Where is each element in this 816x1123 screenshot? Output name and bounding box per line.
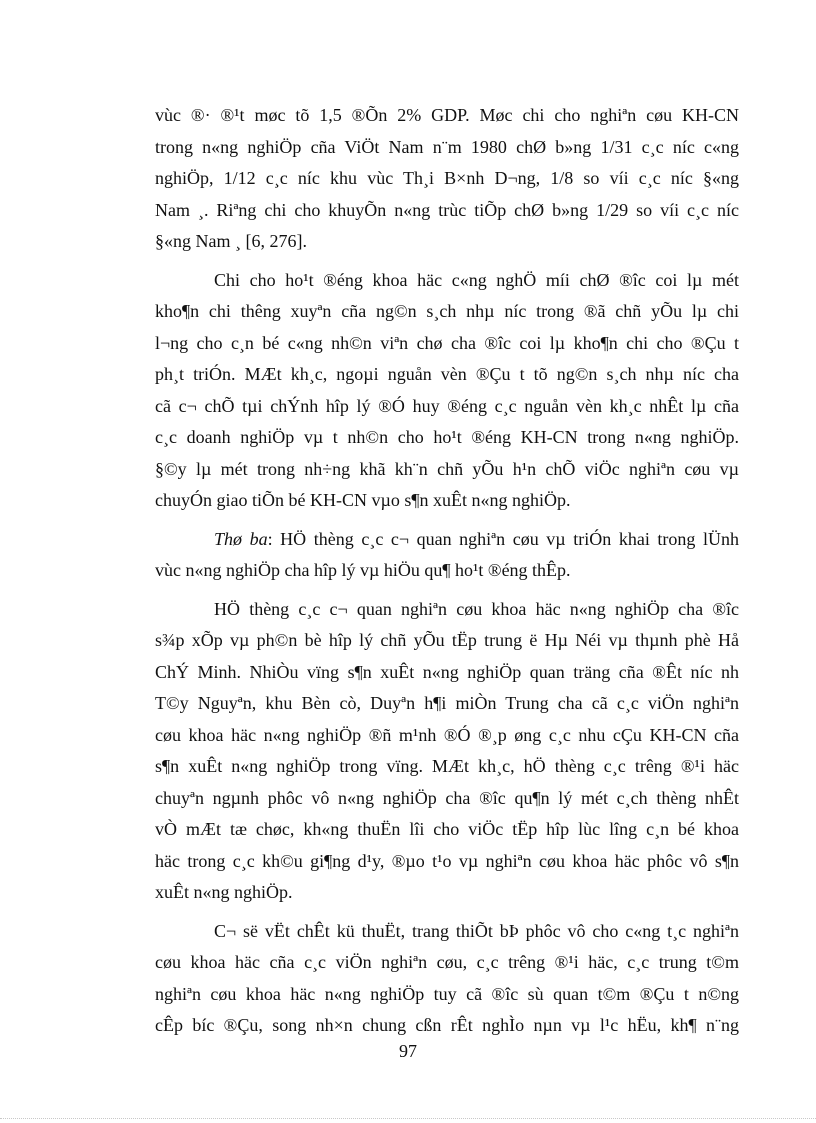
text-line: vùc n«ng nghiÖp cha hîp lý vµ hiÖu qu¶ ho¹t ®éng thÊp.	[155, 560, 571, 580]
text-line: Nam ¸. Riªng chi cho khuyÕn n«ng trùc tiÕp chØ b»ng 1/29 so víi c¸c níc	[155, 199, 739, 220]
text-line: trong n«ng nghiÖp cña ViÖt Nam n¨m 1980 chØ b»ng 1/31 c¸c níc c«ng	[155, 136, 739, 157]
italic-lead: Thø ba	[214, 528, 268, 549]
paragraph-5	[155, 916, 739, 1042]
text-line: l¬ng cho c¸n bé c«ng nh©n viªn chø cha ®îc coi lµ kho¶n chi cho ®Çu t	[155, 332, 739, 353]
text-line: ph¸t triÓn. MÆt kh¸c, ngoµi nguån vèn ®Çu t tõ ng©n s¸ch nhµ níc cha	[155, 364, 739, 384]
text-line: nghiÖp, 1/12 c¸c níc khu vùc Th¸i B×nh D¬ng, 1/8 so víi c¸c níc §«ng	[155, 168, 739, 188]
text-line: s¶n xuÊt n«ng nghiÖp trong vïng. MÆt kh¸c, hÖ thèng c¸c trêng ®¹i häc	[155, 756, 739, 776]
paragraph-3	[155, 524, 739, 587]
text-line: häc trong c¸c kh©u gi¶ng d¹y, ®µo t¹o vµ nghiªn cøu khoa häc phôc vô s¶n	[155, 850, 739, 871]
text-line: s¾p xÕp vµ ph©n bè hîp lý chñ yÕu tËp trung ë Hµ Néi vµ thµnh phè Hå	[155, 630, 739, 650]
text-line: vÒ mÆt tæ chøc, kh«ng thuËn lîi cho viÖc tËp hîp lùc lîng c¸n bé khoa	[155, 819, 739, 839]
text-line: xuÊt n«ng nghiÖp.	[155, 882, 293, 902]
body-text	[155, 100, 739, 1042]
paragraph-1	[155, 100, 739, 258]
line-rest: : HÖ thèng c¸c c¬ quan nghiªn cøu vµ triÓn khai trong lÜnh	[267, 528, 739, 549]
page-number: 97	[399, 1041, 417, 1061]
text-line: T©y Nguyªn, khu Bèn cò, Duyªn h¶i miÒn Trung cha cã c¸c viÖn nghiªn	[155, 693, 739, 713]
text-line: ChÝ Minh. NhiÒu vïng s¶n xuÊt n«ng nghiÖp quan träng cña ®Êt níc nh	[155, 661, 739, 682]
text-line: §«ng Nam ¸ [6, 276].	[155, 231, 307, 251]
text-line: cøu khoa häc cña c¸c viÖn nghiªn cøu, c¸c trêng ®¹i häc, c¸c trung t©m	[155, 952, 739, 972]
paragraph-4	[155, 594, 739, 909]
text-line: chuyªn ngµnh phôc vô n«ng nghiÖp cha ®îc qu¶n lý mét c¸ch thèng nhÊt	[155, 787, 739, 808]
text-line: kho¶n chi thêng xuyªn cña ng©n s¸ch nhµ níc trong ®ã chñ yÕu lµ chi	[155, 301, 739, 321]
text-line: nghiªn cøu khoa häc n«ng nghiÖp tuy cã ®îc sù quan t©m ®Çu t n©ng	[155, 983, 739, 1004]
text-line: cã c¬ chÕ tµi chÝnh hîp lý ®Ó huy ®éng c¸c nguån vèn kh¸c nhÊt lµ cña	[155, 395, 739, 416]
text-line	[155, 524, 739, 556]
text-line: cÊp bíc ®Çu, song nh×n chung cßn rÊt nghÌo nµn vµ l¹c hËu, kh¶ n¨ng	[155, 1015, 739, 1035]
text-line: Chi cho ho¹t ®éng khoa häc c«ng nghÖ míi chØ ®îc coi lµ mét	[214, 269, 739, 290]
text-line: chuyÓn giao tiÕn bé KH-CN vµo s¶n xuÊt n«ng nghiÖp.	[155, 490, 571, 510]
text-line: cøu khoa häc n«ng nghiÖp ®ñ m¹nh ®Ó ®¸p øng c¸c nhu cÇu KH-CN cña	[155, 724, 739, 745]
page-bottom-divider	[0, 1118, 816, 1119]
text-line: HÖ thèng c¸c c¬ quan nghiªn cøu khoa häc n«ng nghiÖp cha ®îc	[214, 598, 739, 619]
text-line: vùc ®· ®¹t møc tõ 1,5 ®Õn 2% GDP. Møc chi cho nghiªn cøu KH-CN	[155, 105, 739, 125]
paragraph-2	[155, 265, 739, 517]
text-line: §©y lµ mét trong nh÷ng khã kh¨n chñ yÕu h¹n chÕ viÖc nghiªn cøu vµ	[155, 458, 739, 479]
text-line: C¬ së vËt chÊt kü thuËt, trang thiÕt bÞ phôc vô cho c«ng t¸c nghiªn	[214, 920, 739, 941]
text-line: c¸c doanh nghiÖp vµ t nh©n cho ho¹t ®éng KH-CN trong n«ng nghiÖp.	[155, 427, 739, 447]
